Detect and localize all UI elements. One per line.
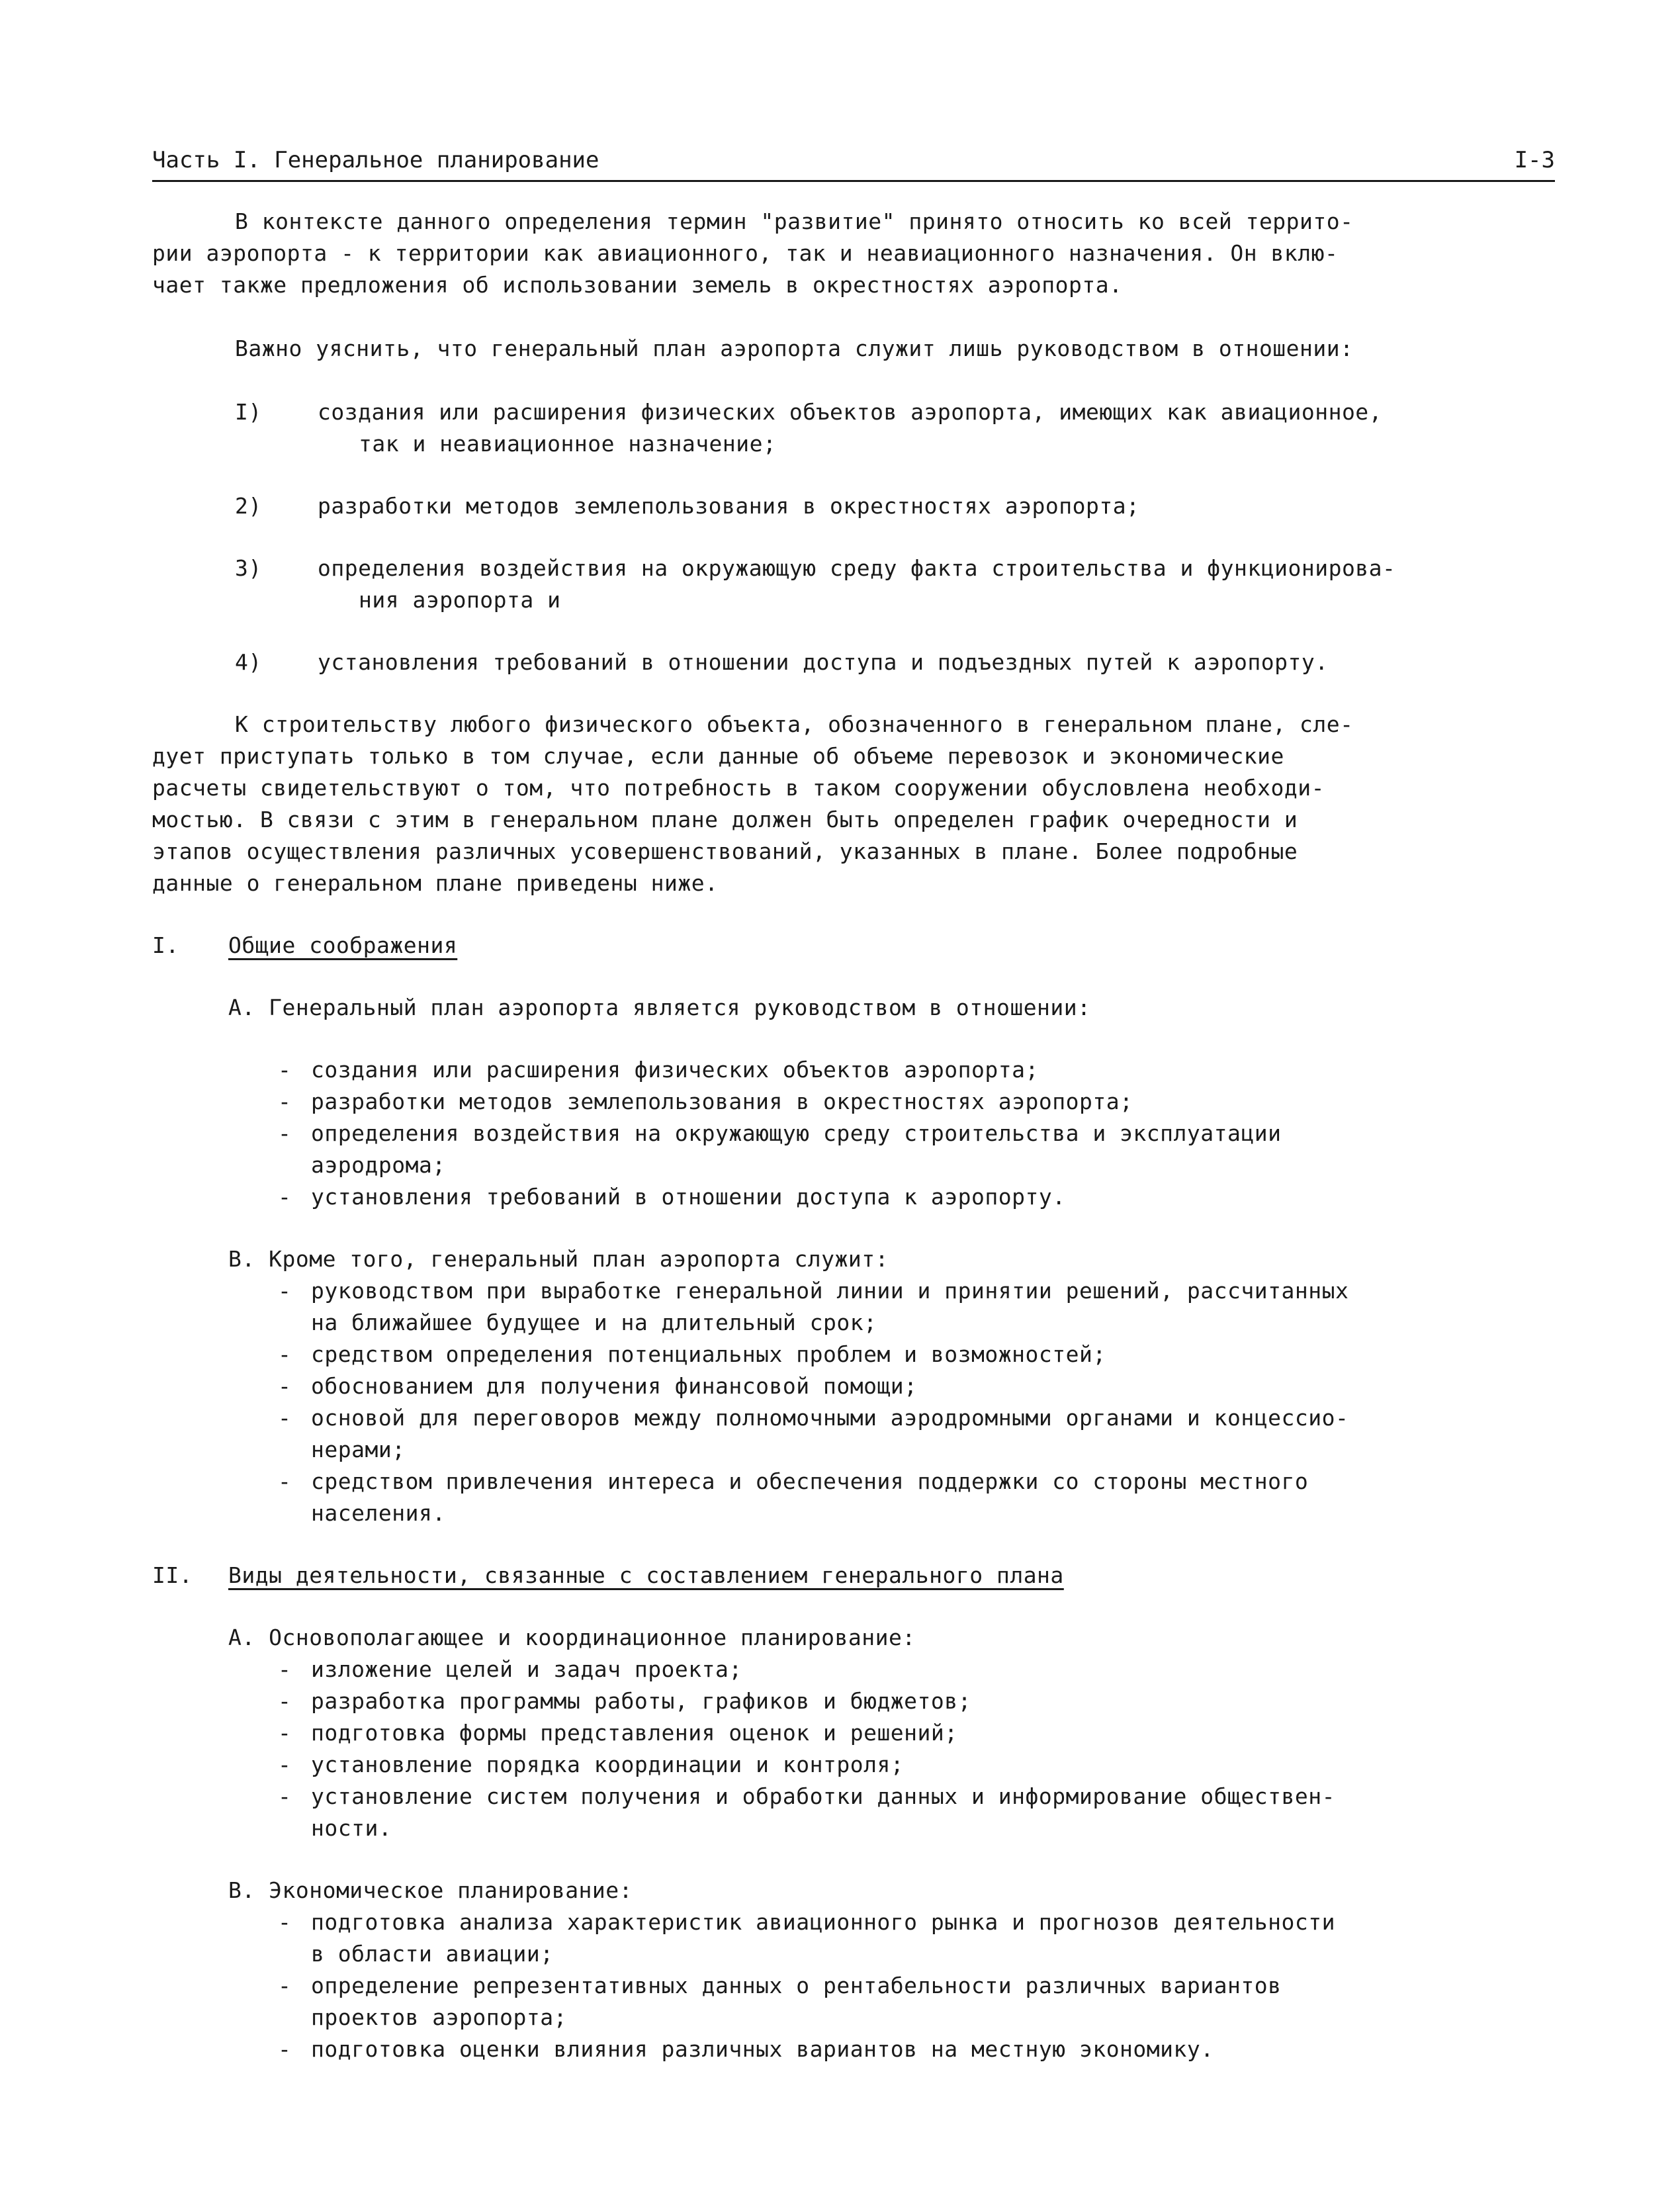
list-item <box>152 1402 1555 1466</box>
document-page <box>152 146 1555 2065</box>
numbered-item <box>152 647 1555 678</box>
item-text: определения воздействия на окружающую среду факта строительства и функционирова- <box>318 555 1396 581</box>
list-item <box>152 1717 1555 1749</box>
subsection-heading: B. Кроме того, генеральный план аэропорта служит: <box>228 1246 889 1272</box>
list-item <box>152 1466 1555 1529</box>
list-item-text: средством привлечения интереса и обеспечения поддержки со стороны местного <box>311 1468 1309 1494</box>
list-item-text: подготовка анализа характеристик авиационного рынка и прогнозов деятельности <box>311 1909 1335 1935</box>
dash-bullet: - <box>278 2036 292 2062</box>
construction-line: мостью. В связи с этим в генеральном плане должен быть определен график очередности и <box>152 807 1298 832</box>
list-item-text: обоснованием для получения финансовой помощи; <box>311 1373 918 1399</box>
dash-bullet: - <box>278 1278 292 1304</box>
numbered-item <box>152 396 1555 460</box>
list-item <box>152 1118 1555 1181</box>
subsection-heading: B. Экономическое планирование: <box>228 1877 633 1903</box>
dash-bullet: - <box>278 1720 292 1746</box>
construction-line: расчеты свидетельствуют о том, что потребность в таком сооружении обусловлена необходи- <box>152 775 1325 801</box>
section-heading <box>152 1560 1555 1591</box>
item-number: 2) <box>235 493 262 519</box>
list-item <box>152 1749 1555 1781</box>
dash-bullet: - <box>278 1089 292 1114</box>
list-item-text: изложение целей и задач проекта; <box>311 1656 742 1682</box>
construction-line: этапов осуществления различных усовершенствований, указанных в плане. Более подробные <box>152 838 1298 864</box>
dash-bullet: - <box>278 1752 292 1777</box>
list-item-text: в области авиации; <box>311 1941 554 1967</box>
list-item <box>152 1781 1555 1844</box>
list-item <box>152 1275 1555 1339</box>
list-item-text: разработка программы работы, графиков и бюджетов; <box>311 1688 972 1714</box>
list-item-text: проектов аэропорта; <box>311 2004 567 2030</box>
section-number: I. <box>152 932 179 958</box>
list-item <box>152 1685 1555 1717</box>
list-item-text: разработки методов землепользования в окрестностях аэропорта; <box>311 1089 1133 1114</box>
section-title: Виды деятельности, связанные с составлением генерального плана <box>228 1562 1064 1588</box>
section-title: Общие соображения <box>228 932 458 958</box>
dash-bullet: - <box>278 1973 292 1998</box>
list-item-text: определение репрезентативных данных о рентабельности различных вариантов <box>311 1973 1282 1998</box>
dash-bullet: - <box>278 1468 292 1494</box>
list-item-text: населения. <box>311 1500 446 1526</box>
subsection-heading: A. Основополагающее и координационное планирование: <box>228 1625 916 1650</box>
list-item <box>152 2033 1555 2065</box>
dash-bullet: - <box>278 1341 292 1367</box>
header-title: Часть I. Генеральное планирование <box>152 147 599 173</box>
list-item-text: установления требований в отношении доступа к аэропорту. <box>311 1184 1066 1210</box>
list-item <box>152 1339 1555 1370</box>
dash-bullet: - <box>278 1909 292 1935</box>
item-text: создания или расширения физических объектов аэропорта, имеющих как авиационное, <box>318 399 1383 425</box>
list-item <box>152 1054 1555 1086</box>
list-item-text: на ближайшее будущее и на длительный срок; <box>311 1310 877 1335</box>
list-item-text: ности. <box>311 1815 392 1841</box>
list-item-text: подготовка оценки влияния различных вариантов на местную экономику. <box>311 2036 1214 2062</box>
dash-bullet: - <box>278 1405 292 1431</box>
item-text: установления требований в отношении доступа и подъездных путей к аэропорту. <box>318 649 1329 675</box>
construction-line: данные о генеральном плане приведены ниже. <box>152 870 719 896</box>
list-item-text: подготовка формы представления оценок и решений; <box>311 1720 958 1746</box>
list-item-text: установление систем получения и обработки данных и информирование обществен- <box>311 1783 1335 1809</box>
list-item-text: установление порядка координации и контроля; <box>311 1752 905 1777</box>
dash-bullet: - <box>278 1688 292 1714</box>
list-item <box>152 1654 1555 1685</box>
document-body <box>152 182 1555 2065</box>
list-item <box>152 1086 1555 1118</box>
list-item-text: основой для переговоров между полномочными аэродромными органами и концессио- <box>311 1405 1349 1431</box>
dash-bullet: - <box>278 1057 292 1083</box>
construction-line: дует приступать только в том случае, если данные об объеме перевозок и экономические <box>152 743 1284 769</box>
intro-paragraph-line: чает также предложения об использовании земель в окрестностях аэропорта. <box>152 272 1123 298</box>
dash-bullet: - <box>278 1120 292 1146</box>
item-number: I) <box>235 399 262 425</box>
dash-bullet: - <box>278 1783 292 1809</box>
list-item-text: определения воздействия на окружающую среду строительства и эксплуатации <box>311 1120 1282 1146</box>
page-number: I-3 <box>1514 147 1555 173</box>
list-item-text: руководством при выработке генеральной линии и принятии решений, рассчитанных <box>311 1278 1349 1304</box>
item-text: разработки методов землепользования в окрестностях аэропорта; <box>318 493 1140 519</box>
list-item-text: средством определения потенциальных проблем и возможностей; <box>311 1341 1106 1367</box>
page-header <box>152 146 1555 182</box>
construction-line: К строительству любого физического объекта, обозначенного в генеральном плане, сле- <box>235 711 1354 737</box>
list-item <box>152 1906 1555 1970</box>
list-item-text: создания или расширения физических объектов аэропорта; <box>311 1057 1039 1083</box>
intro-paragraph-line: рии аэропорта - к территории как авиационного, так и неавиационного назначения. Он вклю- <box>152 240 1339 266</box>
list-item <box>152 1370 1555 1402</box>
dash-bullet: - <box>278 1184 292 1210</box>
item-number: 4) <box>235 649 262 675</box>
list-item <box>152 1181 1555 1213</box>
item-text: так и неавиационное назначение; <box>359 431 777 457</box>
numbered-item <box>152 490 1555 522</box>
section-number: II. <box>152 1562 193 1588</box>
item-text: ния аэропорта и <box>359 587 561 613</box>
numbered-item <box>152 553 1555 616</box>
intro-paragraph-2: Важно уяснить, что генеральный план аэропорта служит лишь руководством в отношении: <box>235 335 1354 361</box>
list-item <box>152 1970 1555 2033</box>
list-item-text: нерами; <box>311 1437 406 1462</box>
item-number: 3) <box>235 555 262 581</box>
dash-bullet: - <box>278 1656 292 1682</box>
list-item-text: аэродрома; <box>311 1152 446 1178</box>
subsection-heading: A. Генеральный план аэропорта является руководством в отношении: <box>228 995 1091 1020</box>
intro-paragraph-line: В контексте данного определения термин "развитие" принято относить ко всей террито- <box>235 208 1354 234</box>
dash-bullet: - <box>278 1373 292 1399</box>
section-heading <box>152 930 1555 961</box>
